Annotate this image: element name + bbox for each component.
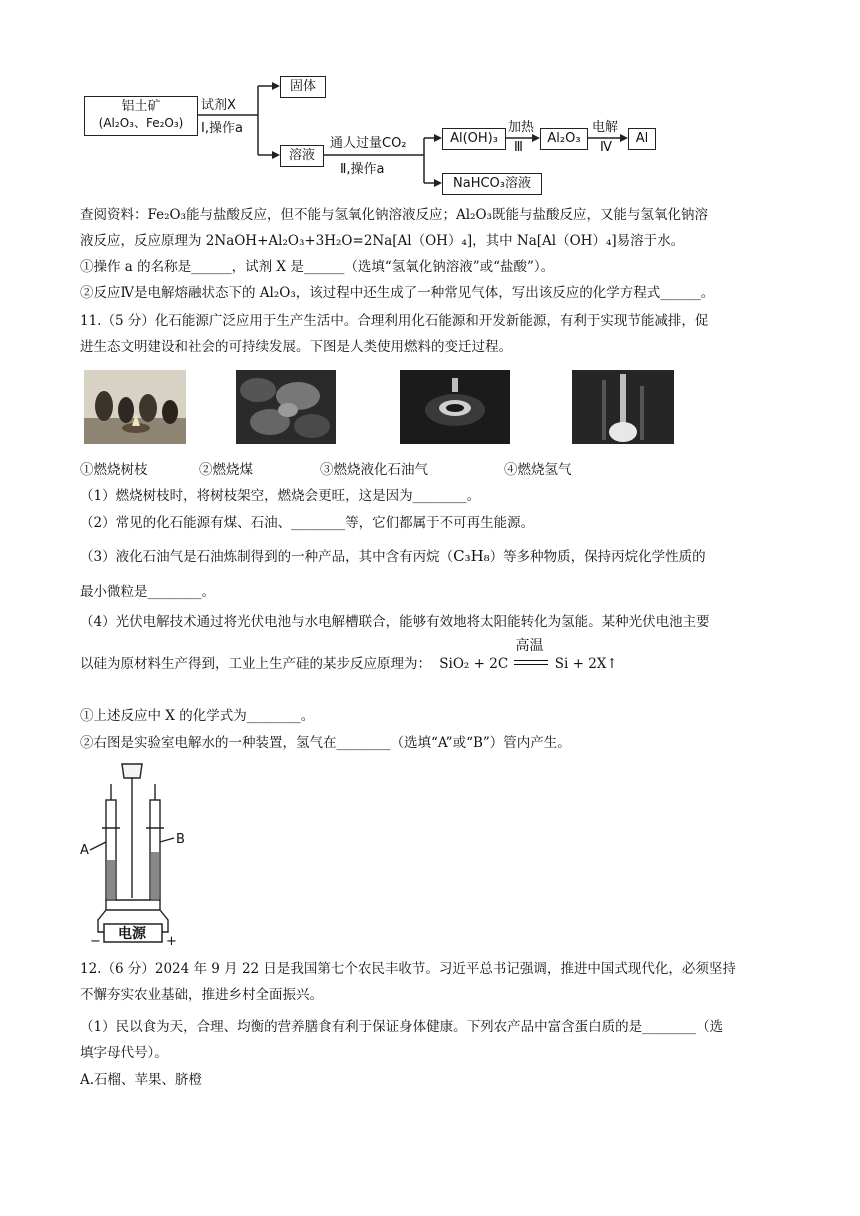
al2o3-label: Al₂O₃ <box>547 131 581 146</box>
ore-box <box>84 96 198 136</box>
positive-terminal: + <box>166 934 177 949</box>
step2-label: Ⅱ,操作a <box>340 162 385 177</box>
question-reaction-4: ②反应Ⅳ是电解熔融状态下的 Al₂O₃，该过程中还生成了一种常见气体，写出该反应的化学方程式______。 <box>80 285 715 301</box>
aloh3-box <box>442 128 506 150</box>
tube-b-label: B <box>176 832 185 847</box>
question-12-line-1: 12.（6 分）2024 年 9 月 22 日是我国第七个农民丰收节。习近平总书记强调，推进中国式现代化，必须坚持 <box>80 961 736 977</box>
reference-line-2: 液反应，反应原理为 2NaOH+Al₂O₃+3H₂O=2Na[Al（OH）₄]，其中 Na[Al（OH）₄]易溶于水。 <box>80 233 685 249</box>
electrolysis-apparatus <box>70 760 200 950</box>
question-11-3-part-a: （3）液化石油气是石油炼制得到的一种产品，其中含有丙烷（ <box>80 549 454 565</box>
equation-arrow <box>514 638 548 668</box>
electrolysis-label: 电解 <box>592 120 619 135</box>
caption-3: ③燃烧液化石油气 <box>320 462 428 478</box>
question-11-4-intro: 以硅为原材料生产得到，工业上生产硅的某步反应原理为： <box>80 656 431 672</box>
ore-formula: (Al₂O₃、Fe₂O₃) <box>98 116 184 130</box>
nahco3-box <box>442 173 542 195</box>
photo-burning-coal <box>236 370 336 444</box>
question-11-3-part-b: ）等多种物质，保持丙烷化学性质的 <box>489 549 706 565</box>
photo-hydrogen-rocket <box>572 370 674 444</box>
question-11-3-line-2: 最小微粒是________。 <box>80 584 215 600</box>
solution-label: 溶液 <box>288 148 315 163</box>
step1-label: Ⅰ,操作a <box>201 121 243 136</box>
solid-label: 固体 <box>289 79 316 94</box>
caption-1: ①燃烧树枝 <box>80 462 148 478</box>
photo-gas-stove <box>400 370 510 444</box>
photo-burning-branches <box>84 370 186 444</box>
question-11-4-line-2 <box>80 638 618 674</box>
equation-condition: 高温 <box>515 638 544 654</box>
heat-label: 加热 <box>508 120 535 135</box>
al2o3-box <box>540 128 588 150</box>
al-box <box>628 128 656 150</box>
tube-a-label: A <box>80 843 89 858</box>
solution-box <box>280 145 324 167</box>
equation-left: SiO₂ + 2C <box>439 656 509 672</box>
question-12-line-2: 不懈夯实农业基础，推进乡村全面振兴。 <box>80 987 323 1003</box>
question-12-1-line-1: （1）民以食为天，合理、均衡的营养膳食有利于保证身体健康。下列农产品中富含蛋白质的是________（选 <box>80 1019 724 1035</box>
caption-4: ④燃烧氢气 <box>504 462 572 478</box>
step4-label: Ⅳ <box>600 140 612 155</box>
negative-terminal: − <box>90 934 101 949</box>
question-12-1-line-2: 填字母代号）。 <box>80 1045 168 1061</box>
question-11-4-2: ②右图是实验室电解水的一种装置，氢气在________（选填“A”或“B”）管内产生。 <box>80 735 571 751</box>
question-11-line-2: 进生态文明建设和社会的可持续发展。下图是人类使用燃料的变迁过程。 <box>80 339 512 355</box>
question-operation-a: ①操作 a 的名称是______，试剂 X 是______（选填“氢氧化钠溶液”或“盐酸”）。 <box>80 259 555 275</box>
propane-formula: C₃H₈ <box>453 547 490 565</box>
step3-label: Ⅲ <box>514 140 523 155</box>
co2-label: 通人过量CO₂ <box>330 136 407 151</box>
reference-line-1: 查阅资料：Fe₂O₃能与盐酸反应，但不能与氢氧化钠溶液反应；Al₂O₃既能与盐酸反应，又能与氢氧化钠溶 <box>80 207 708 223</box>
question-11-line-1: 11.（5 分）化石能源广泛应用于生产生活中。合理利用化石能源和开发新能源，有利于实现节能减排，促 <box>80 313 709 329</box>
question-11-2: （2）常见的化石能源有煤、石油、________等，它们都属于不可再生能源。 <box>80 515 535 531</box>
reagent-x-label: 试剂X <box>201 98 236 113</box>
question-11-4-line-1: （4）光伏电解技术通过将光伏电池与水电解槽联合，能够有效地将太阳能转化为氢能。某种光伏电池主要 <box>80 614 710 630</box>
solid-box <box>280 76 326 98</box>
nahco3-label: NaHCO₃溶液 <box>453 176 531 191</box>
power-source-label: 电源 <box>118 926 146 942</box>
question-11-4-1: ①上述反应中 X 的化学式为________。 <box>80 708 315 724</box>
aloh3-label: Al(OH)₃ <box>450 131 498 146</box>
option-a: A.石榴、苹果、脐橙 <box>80 1072 203 1088</box>
caption-2: ②燃烧煤 <box>199 462 253 478</box>
question-11-3 <box>80 546 706 567</box>
question-11-1: （1）燃烧树枝时，将树枝架空，燃烧会更旺，这是因为________。 <box>80 488 481 504</box>
ore-label: 铝土矿 <box>121 99 161 114</box>
equation-right: Si + 2X↑ <box>554 656 618 672</box>
al-label: Al <box>635 131 649 146</box>
